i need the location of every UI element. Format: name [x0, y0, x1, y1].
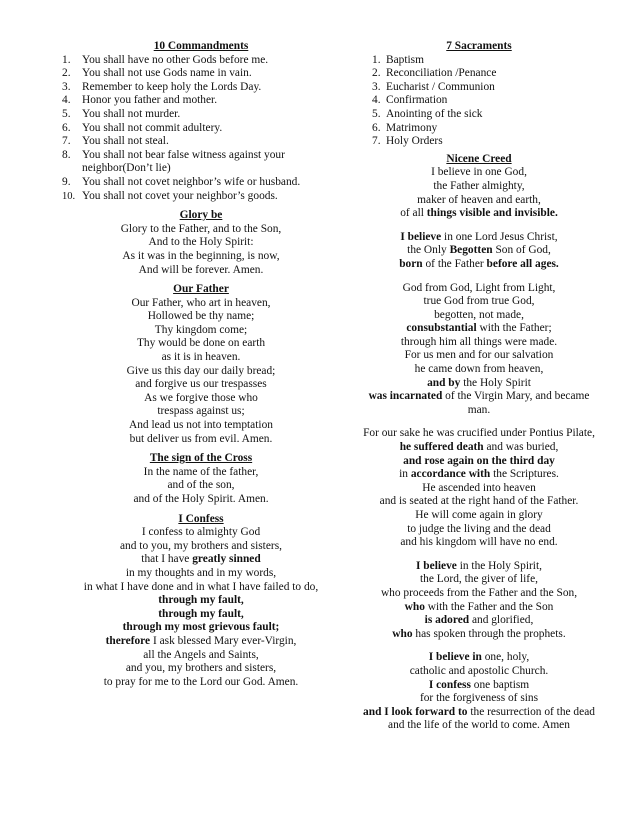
list-item: 3. Eucharist / Communion: [372, 80, 495, 93]
list-item: 1. Baptism: [372, 53, 424, 66]
nicene-creed-text: I believe in one God, the Father almighty, maker of heaven and earth, of all things visible and invisible. I believe in one Lord Jesus Christ, the Only Begotten Son of God, born of the Father before all ages. God from God, Light from Light, true God from true God, begotten, not made, consubstantial with the Father; through him all things were made. For us men and for our salvation he came down from heaven, and by the Holy Spirit was incarnated of the Virgin Mary, and became man. For our sake he was crucified under Pontius Pilate, he suffered death and was buried, and rose again on the third day in accordance with the Scriptures. He ascended into heaven and is seated at the right hand of the Father. He will come again in glory to judge the living and the dead and his kingdom will have no end. I believe in the Holy Spirit, the Lord, the giver of life, who proceeds from the Father and the Son, who with the Father and the Son is adored and glorified, who has spoken through the prophets. I believe in one, holy, catholic and apostolic Church. I confess one baptism for the forgiveness of sins and I look forward to the resurrection of the dead and the life of the world to come. Amen: [363, 166, 595, 732]
confess-heading: I Confess: [178, 512, 224, 525]
sign-of-cross-heading: The sign of the Cross: [149, 452, 253, 465]
glory-be-prayer: Glory to the Father, and to the Son, And to the Holy Spirit: As it was in the beginning, is now, And will be forever. Amen.: [120, 222, 282, 276]
list-item: 7. Holy Orders: [372, 135, 443, 148]
right-column: [346, 40, 612, 733]
left-column: [62, 40, 340, 689]
list-item: 4. Confirmation: [372, 94, 448, 107]
list-item: 9. You shall not covet neighbor’s wife or husband.: [62, 175, 301, 188]
glory-be-heading: Glory be: [179, 209, 223, 222]
list-item: 2. You shall not use Gods name in vain.: [62, 67, 252, 80]
list-item: 5. You shall not murder.: [62, 107, 181, 120]
list-item: 6. Matrimony: [372, 121, 438, 134]
confess-prayer: I confess to almighty God and to you, my brothers and sisters, that I have greatly sinned in my thoughts and in my words, in what I have done and in what I have failed to do, through my fault, through my fault, through my most grievous fault; therefore I ask blessed Mary ever-Virgin, all the Angels and Saints, and you, my brothers and sisters, to pray for me to the Lord our God. Amen.: [83, 526, 319, 688]
list-item: 4. Honor you father and mother.: [62, 94, 218, 107]
sacraments-list: [366, 54, 612, 149]
sign-of-cross-prayer: In the name of the father, and of the son, and of the Holy Spirit. Amen.: [133, 465, 269, 505]
commandments-heading: 10 Commandments: [153, 40, 249, 52]
list-item: 2. Reconciliation /Penance: [372, 67, 497, 80]
list-item: 1. You shall have no other Gods before me.: [62, 53, 269, 66]
sacraments-heading: 7 Sacraments: [446, 40, 512, 52]
nicene-creed-heading: Nicene Creed: [446, 152, 512, 165]
list-item: 5. Anointing of the sick: [372, 107, 483, 120]
list-item: 10. You shall not covet your neighbor’s goods.: [62, 189, 278, 202]
commandments-list: [62, 54, 340, 204]
our-father-heading: Our Father: [173, 283, 229, 296]
list-item: 3. Remember to keep holy the Lords Day.: [62, 80, 262, 93]
list-item: 7. You shall not steal.: [62, 135, 169, 148]
list-item: 8. You shall not bear false witness against your neighbor(Don’t lie): [62, 148, 285, 175]
our-father-prayer: Our Father, who art in heaven, Hollowed be thy name; Thy kingdom come; Thy would be done on earth as it is in heaven. Give us this day our daily bread; and forgive us our trespasses As we forgive those who trespass against us; And lead us not into temptation but deliver us from evil. Amen.: [126, 296, 276, 445]
list-item: 6. You shall not commit adultery.: [62, 121, 223, 134]
